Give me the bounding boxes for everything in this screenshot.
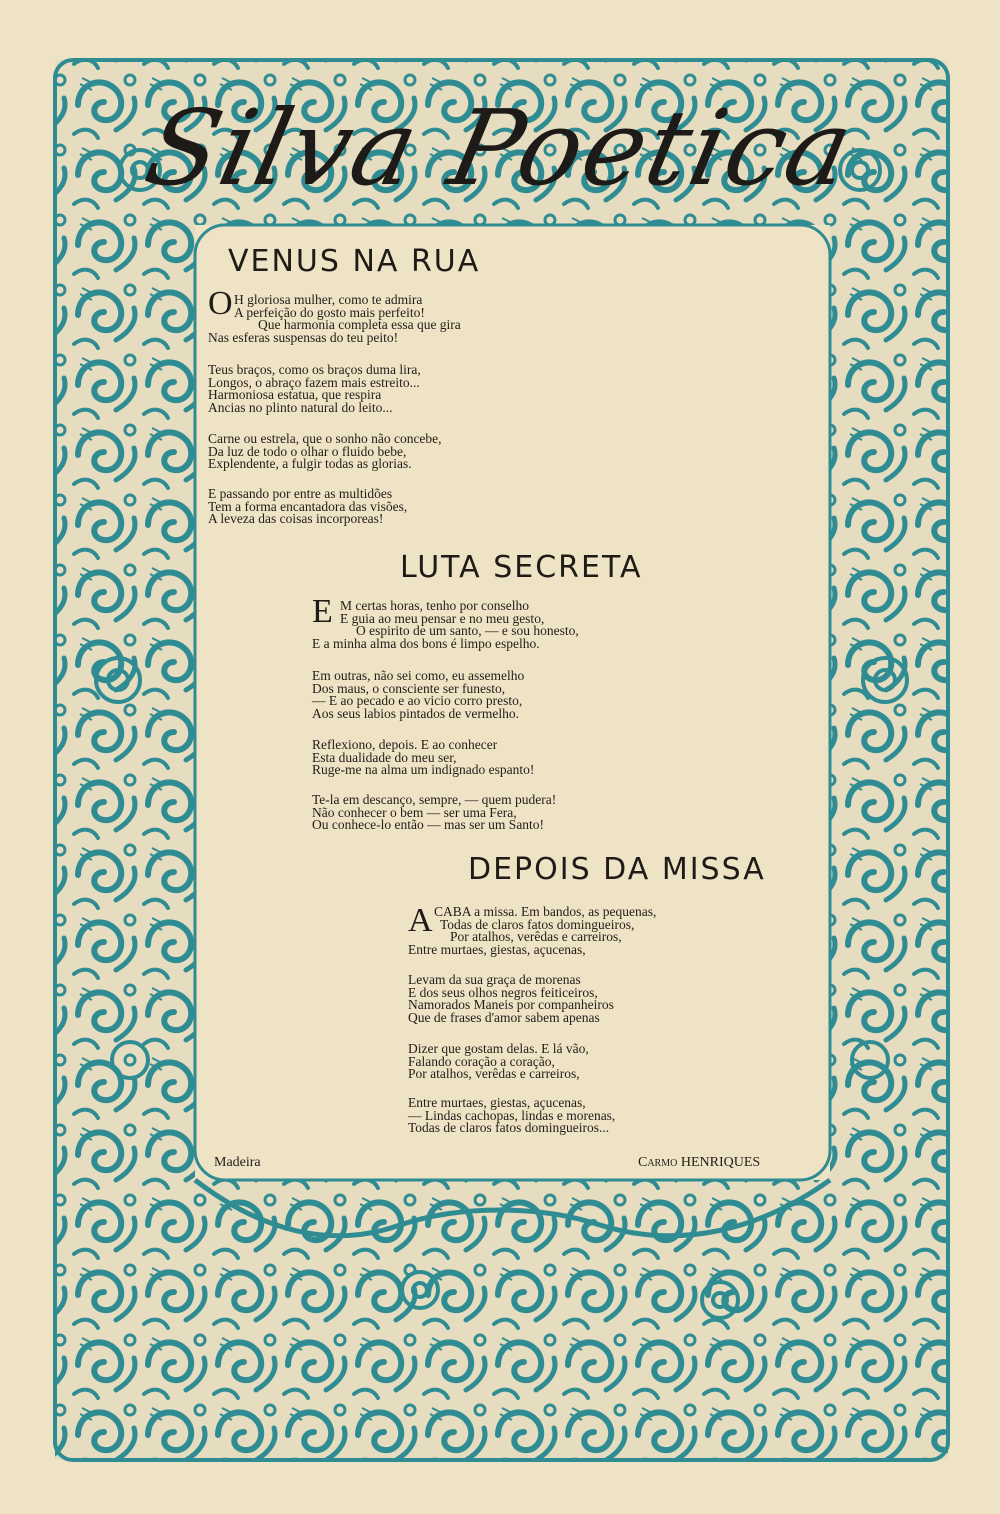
poem-line: Não conhecer o bem — ser uma Fera, [312,804,517,820]
poem-line: E guia ao meu pensar e no meu gesto, [340,610,545,626]
poem-line: Por atalhos, verêdas e carreiros, [450,929,622,944]
poem-line: — E ao pecado e ao vicio corro presto, [312,693,523,708]
poem-line: Tem a forma encantadora das visões, [208,498,408,514]
missa-stanza-2 [408,974,614,1024]
poem-line: — Lindas cachopas, lindas e morenas, [408,1107,616,1123]
luta-stanza-2 [312,670,524,720]
poem-line: Levam da sua graça de morenas [408,972,581,987]
masthead-title: Silva Poetica [135,87,865,209]
place-signature: Madeira [214,1155,261,1170]
poem-line: Por atalhos, verêdas e carreiros, [408,1066,580,1081]
missa-stanza-4 [408,1097,615,1135]
poem-line: A perfeição do gosto mais perfeito! [234,304,425,320]
poem-line: Dizer que gostam delas. E lá vão, [408,1041,589,1056]
dropcap-missa: A [408,902,433,939]
poem-line: Te-la em descanço, sempre, — quem pudera! [312,792,557,807]
poem-line: E dos seus olhos negros feiticeiros, [408,984,598,1000]
author-signature [638,1155,760,1171]
poem-line: Dos maus, o consciente ser funesto, [312,680,506,696]
poem-line: Reflexiono, depois. E ao conhecer [312,737,498,752]
poem-line: Namorados Maneis por companheiros [408,997,614,1012]
poem-line: Que harmonia completa essa que gira [258,317,461,332]
author-first-name: Carmo [638,1155,678,1170]
dropcap-luta: E [312,593,333,630]
poem-line: Ruge-me na alma um indignado espanto! [312,762,535,777]
missa-stanza-3 [408,1043,589,1081]
venus-stanza-1 [208,292,461,345]
poem-line: Todas de claros fatos domingueiros, [440,916,635,932]
luta-stanza-4 [312,794,556,832]
poem-line: Em outras, não sei como, eu assemelho [312,668,525,683]
poem-line: Ou conhece-lo então — mas ser um Santo! [312,817,545,832]
poem-line: Todas de claros fatos domingueiros... [408,1120,610,1135]
poem-line: Carne ou estrela, que o sonho não concebe, [208,431,442,446]
poem-line: A leveza das coisas incorporeas! [208,511,384,526]
poem-line: E a minha alma dos bons é limpo espelho. [312,635,540,651]
poem-title-venus: VENUS NA RUA [228,244,481,279]
luta-stanza-1 [312,598,579,651]
poem-line: Explendente, a fulgir todas as glorias. [208,456,412,471]
author-last-name: HENRIQUES [680,1155,761,1170]
poem-line: Esta dualidade do meu ser, [312,749,457,765]
poem-line: Falando coração a coração, [408,1053,555,1069]
venus-stanza-4 [208,488,407,526]
poem-line: Entre murtaes, giestas, açucenas, [408,1095,586,1110]
poem-line: CABA a missa. Em bandos, as pequenas, [434,904,657,919]
luta-stanza-3 [312,739,534,777]
poem-line: H gloriosa mulher, como te admira [234,292,423,307]
poem-line: E passando por entre as multidões [208,486,393,501]
poem-title-missa: DEPOIS DA MISSA [468,852,766,887]
missa-stanza-1 [408,904,657,957]
venus-stanza-3 [208,433,442,471]
poem-title-luta: LUTA SECRETA [400,550,643,585]
poem-line: Entre murtaes, giestas, açucenas, [408,941,586,957]
poem-line: Harmoniosa estatua, que respira [208,387,382,402]
poem-line: Longos, o abraço fazem mais estreito... [208,374,420,390]
dropcap-venus: O [208,285,233,322]
venus-stanza-2 [208,364,421,414]
poem-line: M certas horas, tenho por conselho [340,598,529,613]
poem-line: Teus braços, como os braços duma lira, [208,362,421,377]
poem-line: Da luz de todo o olhar o fluido bebe, [208,443,407,459]
poem-line: Aos seus labios pintados de vermelho. [312,705,519,721]
poem-line: O espirito de um santo, — e sou honesto, [356,623,579,638]
poem-line: Que de frases d'amor sabem apenas [408,1009,600,1025]
poem-line: Nas esferas suspensas do teu peito! [208,329,399,345]
poem-line: Ancias no plinto natural do leito... [208,399,393,415]
